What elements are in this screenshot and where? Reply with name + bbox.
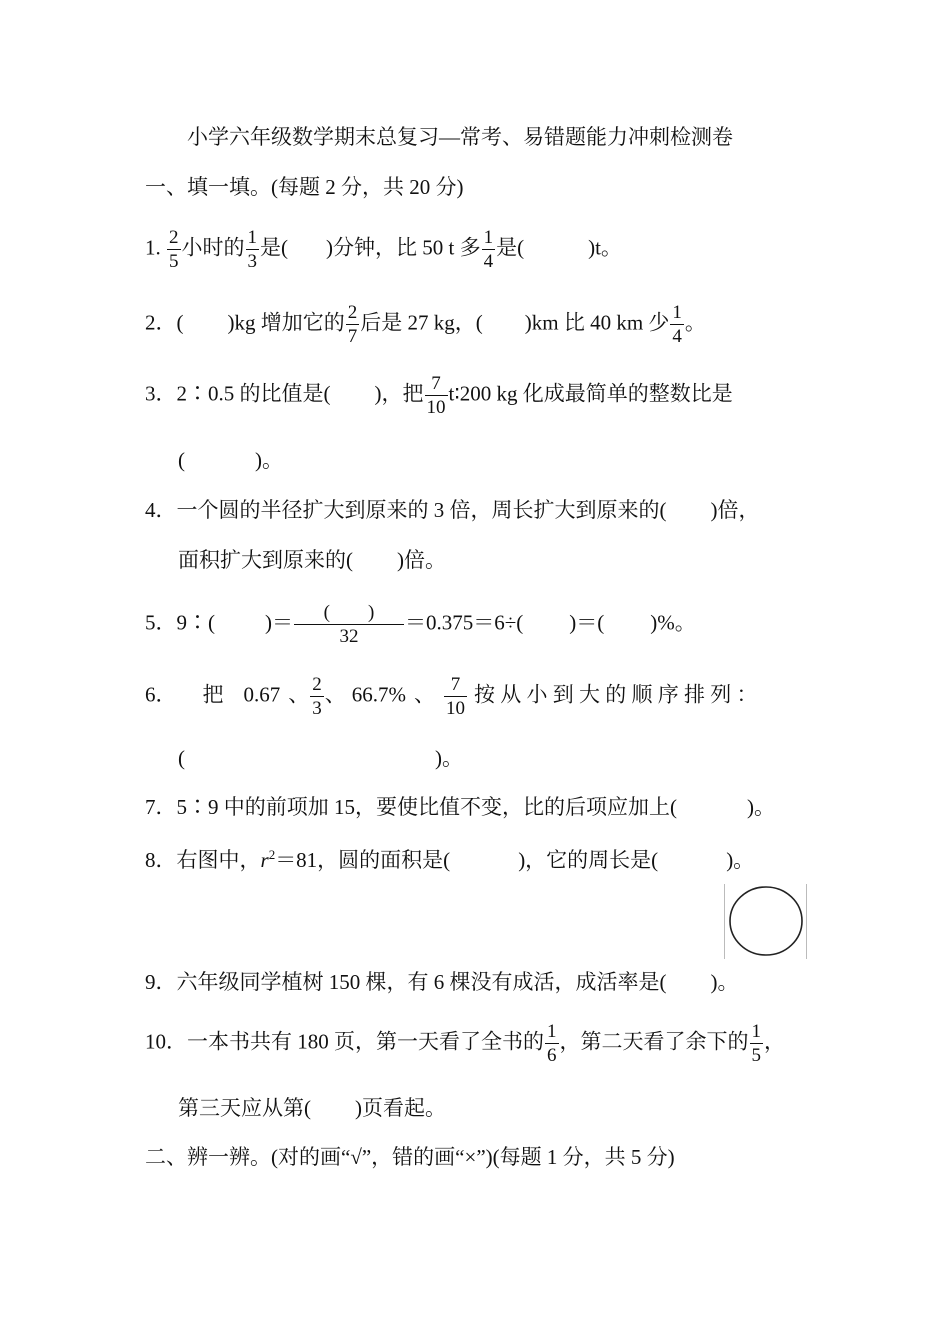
question-number: 1. (145, 235, 161, 260)
question-text: 5∶9 中的前项加 15，要使比值不变，比的后项应加上( (176, 795, 677, 819)
question-text: 、 (288, 682, 310, 707)
question-text: )＝ (265, 610, 293, 635)
fraction: $\frac{1}{5}$ (751, 1021, 761, 1066)
variable-r: r (260, 848, 269, 872)
question-text: 9∶( (176, 610, 215, 635)
question-text: 右图中， (176, 848, 261, 872)
question-text: ( (178, 448, 185, 472)
question-text: 小时的 (181, 235, 245, 260)
question-text: )%。 (650, 610, 696, 635)
question-text: )。 (255, 448, 283, 472)
question-6-line-2 (178, 748, 463, 769)
question-text: )km 比 40 km 少 (524, 310, 670, 335)
question-number: 3． (145, 381, 177, 406)
question-number: 8． (145, 848, 177, 872)
question-text: t∶200 kg 化成最简单的整数比是 (448, 381, 733, 406)
question-3-line-2 (178, 450, 283, 471)
question-text: )。 (435, 746, 463, 770)
question-3 (145, 374, 733, 417)
question-text: 面积扩大到原来的( (178, 548, 353, 572)
question-text: 一本书共有 180 页，第一天看了全书的 (187, 1029, 544, 1054)
question-10-line-2 (178, 1098, 446, 1119)
question-text: 2∶0.5 的比值是( (176, 381, 331, 406)
question-5 (145, 603, 696, 646)
question-text: 是( (496, 235, 525, 260)
fraction: $\frac{1}{4}$ (483, 227, 494, 272)
question-text: 后是 27 kg，( (360, 310, 483, 335)
fraction: $\frac{7}{10}$ (426, 373, 446, 418)
question-text: )。 (710, 970, 739, 994)
question-text: )倍。 (397, 548, 446, 572)
question-number: 2． (145, 310, 177, 335)
fraction: $\frac{( )}{32}$ (294, 603, 404, 646)
question-text: )，它的周长是( (518, 848, 659, 872)
question-text: 六年级同学植树 150 棵，有 6 棵没有成活，成活率是( (176, 970, 667, 994)
question-2 (145, 303, 706, 346)
question-text: 、 (324, 682, 346, 707)
question-text: )，把 (374, 381, 424, 406)
question-text: 把 (202, 682, 224, 707)
fraction: $\frac{2}{5}$ (169, 227, 179, 272)
question-text: )页看起。 (355, 1096, 446, 1120)
question-text: ( (176, 310, 184, 335)
question-4 (145, 500, 760, 521)
question-text: 、 (414, 682, 435, 707)
question-number: 6． (145, 682, 177, 707)
page-title: 小学六年级数学期末总复习—常考、易错题能力冲刺检测卷 (187, 125, 733, 149)
question-6 (145, 675, 758, 718)
question-10 (145, 1022, 785, 1065)
question-text: 第三天应从第( (178, 1096, 311, 1120)
question-text: 是( (260, 235, 288, 260)
fraction: $\frac{7}{10}$ (446, 674, 465, 719)
question-4-line-2 (178, 550, 446, 571)
question-text: ， (764, 1029, 785, 1054)
circle-figure (724, 884, 807, 959)
question-text: ，第二天看了余下的 (559, 1029, 749, 1054)
question-number: 7． (145, 795, 177, 819)
question-text: 。 (684, 310, 706, 335)
section-2-heading: 二、辨一辨。(对的画“√”，错的画“×”)(每题 1 分，共 5 分) (145, 1145, 675, 1169)
question-text: )。 (726, 848, 755, 872)
question-text: )kg 增加它的 (227, 310, 345, 335)
question-text: )。 (747, 795, 775, 819)
circle-icon (728, 885, 804, 957)
question-text: )倍， (710, 498, 760, 522)
question-8 (145, 848, 754, 871)
question-number: 10． (145, 1029, 187, 1054)
question-number: 4． (145, 498, 177, 522)
question-number: 9． (145, 970, 177, 994)
question-text: )＝( (569, 610, 605, 635)
question-text: 0.67 (243, 682, 281, 707)
question-text: ＝81，圆的面积是( (275, 848, 451, 872)
fraction: $\frac{1}{3}$ (247, 227, 257, 272)
question-1 (145, 228, 622, 271)
question-text: ＝0.375＝6÷( (405, 610, 524, 635)
question-9 (145, 972, 739, 993)
fraction: $\frac{1}{4}$ (672, 302, 682, 347)
question-text: )分钟，比 50 t 多 (326, 235, 481, 260)
question-text: 按 从 小 到 大 的 顺 序 排 列 ： (474, 682, 758, 707)
question-text: 一个圆的半径扩大到原来的 3 倍，周长扩大到原来的( (176, 498, 667, 522)
question-7 (145, 797, 775, 818)
fraction: $\frac{1}{6}$ (547, 1021, 557, 1066)
question-number: 5． (145, 610, 177, 635)
question-text: )t。 (588, 235, 622, 260)
question-text: ( (178, 746, 185, 770)
superscript: 2 (268, 847, 276, 862)
section-1-heading: 一、填一填。(每题 2 分，共 20 分) (145, 175, 464, 199)
question-text: 66.7% (351, 682, 406, 707)
fraction: $\frac{2}{3}$ (312, 674, 322, 719)
fraction: $\frac{2}{7}$ (347, 302, 358, 347)
